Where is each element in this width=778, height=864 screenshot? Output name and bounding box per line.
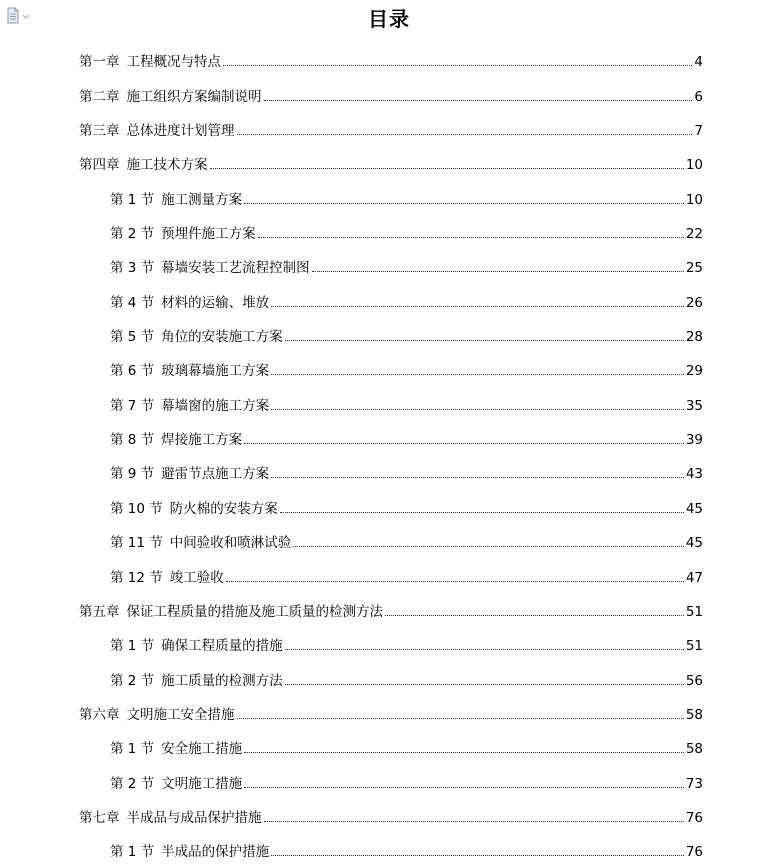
toc-entry-number: 第 6 节	[110, 363, 155, 380]
toc-entry-title: 玻璃幕墙施工方案	[161, 363, 270, 380]
toc-section-entry[interactable]	[0, 212, 778, 246]
toc-dot-leader	[244, 202, 684, 204]
toc-entry-title: 半成品的保护措施	[161, 844, 270, 861]
toc-entry-number: 第七章	[79, 809, 120, 826]
toc-page-number: 45	[685, 535, 703, 552]
toc-entry-line	[110, 844, 703, 860]
toc-section-entry[interactable]	[0, 349, 778, 383]
toc-section-entry[interactable]	[0, 658, 778, 692]
toc-section-entry[interactable]	[0, 555, 778, 589]
toc-entry-title: 角位的安装施工方案	[161, 329, 283, 346]
toc-entry-line	[110, 570, 703, 586]
toc-entry-line	[110, 501, 703, 517]
toc-entry-title: 竣工验收	[169, 569, 224, 586]
toc-dot-leader	[237, 717, 684, 719]
toc-page-number: 39	[685, 432, 703, 449]
toc-page-number: 47	[685, 569, 703, 586]
toc-entry-number: 第 12 节	[110, 569, 163, 586]
toc-chapter-entry[interactable]	[0, 143, 778, 177]
toc-section-entry[interactable]	[0, 521, 778, 555]
toc-entry-line	[110, 260, 703, 276]
toc-page-number: 58	[685, 706, 703, 723]
toc-dot-leader	[244, 786, 684, 788]
toc-page-number: 73	[685, 775, 703, 792]
toc-dot-leader	[271, 476, 684, 478]
toc-entry-line	[110, 432, 703, 448]
toc-section-entry[interactable]	[0, 624, 778, 658]
toc-entry-title: 施工组织方案编制说明	[126, 88, 262, 105]
toc-entry-line	[110, 363, 703, 379]
toc-section-entry[interactable]	[0, 727, 778, 761]
toc-chapter-entry[interactable]	[0, 693, 778, 727]
toc-page-number: 25	[685, 260, 703, 277]
toc-dot-leader	[271, 373, 684, 375]
toc-entry-number: 第 1 节	[110, 191, 155, 208]
toc-dot-leader	[244, 751, 684, 753]
toc-page-number: 10	[685, 157, 703, 174]
toc-entry-line	[110, 466, 703, 482]
toc-entry-line	[110, 295, 703, 311]
toc-dot-leader	[293, 545, 684, 547]
toc-entry-title: 防火棉的安装方案	[169, 500, 278, 517]
toc-entry-title: 避雷节点施工方案	[161, 466, 270, 483]
toc-entry-number: 第一章	[79, 54, 120, 71]
toc-entry-title: 安全施工措施	[161, 741, 243, 758]
toc-page-number: 7	[694, 123, 703, 140]
toc-entry-line	[110, 776, 703, 792]
toc-entry-title: 确保工程质量的措施	[161, 638, 283, 655]
toc-dot-leader	[285, 683, 684, 685]
toc-entry-number: 第 1 节	[110, 741, 155, 758]
toc-page-number: 76	[685, 809, 703, 826]
toc-entry-number: 第五章	[79, 603, 120, 620]
toc-page-number: 51	[685, 603, 703, 620]
toc-dot-leader	[271, 408, 684, 410]
toc-dot-leader	[280, 511, 684, 513]
toc-entry-number: 第 5 节	[110, 329, 155, 346]
toc-entry-title: 中间验收和喷淋试验	[169, 535, 292, 552]
toc-dot-leader	[271, 305, 684, 307]
toc-page-number: 6	[694, 88, 703, 105]
toc-entry-title: 幕墙安装工艺流程控制图	[161, 260, 310, 277]
toc-entry-number: 第 2 节	[110, 775, 155, 792]
toc-entry-title: 预埋件施工方案	[161, 226, 256, 243]
toc-dot-leader	[223, 64, 692, 66]
toc-entry-line	[79, 123, 703, 139]
toc-page-number: 43	[685, 466, 703, 483]
toc-entry-title: 焊接施工方案	[161, 432, 243, 449]
toc-entry-number: 第 11 节	[110, 535, 163, 552]
toc-entry-number: 第 4 节	[110, 294, 155, 311]
toc-page-number: 26	[685, 294, 703, 311]
toc-entry-number: 第 9 节	[110, 466, 155, 483]
toc-page-number: 29	[685, 363, 703, 380]
toc-page-number: 22	[685, 226, 703, 243]
toc-section-entry[interactable]	[0, 315, 778, 349]
toc-dot-leader	[244, 442, 684, 444]
toc-entry-line	[79, 157, 703, 173]
toc-entry-title: 施工质量的检测方法	[161, 672, 283, 689]
toc-entry-line	[79, 810, 703, 826]
toc-chapter-entry[interactable]	[0, 796, 778, 830]
toc-section-entry[interactable]	[0, 486, 778, 520]
toc-entry-title: 保证工程质量的措施及施工质量的检测方法	[126, 603, 383, 620]
toc-dot-leader	[285, 648, 684, 650]
toc-dot-leader	[264, 820, 684, 822]
toc-list	[0, 40, 778, 864]
toc-entry-line	[79, 89, 703, 105]
toc-entry-title: 工程概况与特点	[126, 54, 221, 71]
toc-entry-number: 第 1 节	[110, 844, 155, 861]
toc-dot-leader	[385, 614, 684, 616]
toc-entry-title: 施工技术方案	[126, 157, 208, 174]
toc-section-entry[interactable]	[0, 418, 778, 452]
toc-section-entry[interactable]	[0, 761, 778, 795]
toc-page-number: 28	[685, 329, 703, 346]
toc-entry-line	[79, 54, 703, 70]
toc-entry-number: 第 8 节	[110, 432, 155, 449]
toc-entry-number: 第 3 节	[110, 260, 155, 277]
toc-page-number: 51	[685, 638, 703, 655]
toc-entry-number: 第四章	[79, 157, 120, 174]
toc-entry-line	[110, 329, 703, 345]
toc-entry-line	[110, 192, 703, 208]
toc-section-entry[interactable]	[0, 246, 778, 280]
toc-entry-line	[110, 226, 703, 242]
toc-chapter-entry[interactable]	[0, 109, 778, 143]
toc-entry-title: 文明施工措施	[161, 775, 243, 792]
toc-page-number: 10	[685, 191, 703, 208]
toc-entry-line	[110, 535, 703, 551]
toc-section-entry[interactable]	[0, 383, 778, 417]
toc-entry-number: 第 10 节	[110, 500, 163, 517]
toc-entry-line	[110, 398, 703, 414]
toc-section-entry[interactable]	[0, 177, 778, 211]
toc-entry-number: 第 2 节	[110, 226, 155, 243]
toc-dot-leader	[258, 236, 684, 238]
toc-entry-title: 文明施工安全措施	[126, 706, 235, 723]
toc-entry-title: 半成品与成品保护措施	[126, 809, 262, 826]
toc-entry-number: 第 2 节	[110, 672, 155, 689]
toc-page-number: 45	[685, 500, 703, 517]
toc-entry-line	[79, 604, 703, 620]
toc-page-number: 58	[685, 741, 703, 758]
toc-entry-line	[110, 741, 703, 757]
toc-entry-number: 第 1 节	[110, 638, 155, 655]
toc-section-entry[interactable]	[0, 830, 778, 864]
toc-chapter-entry[interactable]	[0, 74, 778, 108]
toc-entry-title: 材料的运输、堆放	[161, 294, 270, 311]
toc-entry-number: 第六章	[79, 706, 120, 723]
toc-entry-title: 幕墙窗的施工方案	[161, 397, 270, 414]
toc-page-number: 35	[685, 397, 703, 414]
toc-chapter-entry[interactable]	[0, 40, 778, 74]
toc-section-entry[interactable]	[0, 280, 778, 314]
toc-dot-leader	[210, 167, 684, 169]
toc-entry-title: 施工测量方案	[161, 191, 243, 208]
toc-page-number: 76	[685, 844, 703, 861]
toc-entry-number: 第三章	[79, 123, 120, 140]
toc-entry-line	[79, 707, 703, 723]
toc-entry-number: 第 7 节	[110, 397, 155, 414]
toc-dot-leader	[271, 854, 684, 856]
toc-chapter-entry[interactable]	[0, 590, 778, 624]
toc-page-number: 4	[694, 54, 703, 71]
toc-dot-leader	[264, 99, 693, 101]
toc-dot-leader	[285, 339, 684, 341]
toc-entry-line	[110, 638, 703, 654]
toc-section-entry[interactable]	[0, 452, 778, 486]
toc-entry-title: 总体进度计划管理	[126, 123, 235, 140]
page-title: 目录	[368, 7, 410, 31]
toc-entry-number: 第二章	[79, 88, 120, 105]
toc-dot-leader	[312, 270, 684, 272]
toc-entry-line	[110, 673, 703, 689]
toc-dot-leader	[226, 580, 684, 582]
toc-dot-leader	[237, 133, 693, 135]
toc-page-number: 56	[685, 672, 703, 689]
